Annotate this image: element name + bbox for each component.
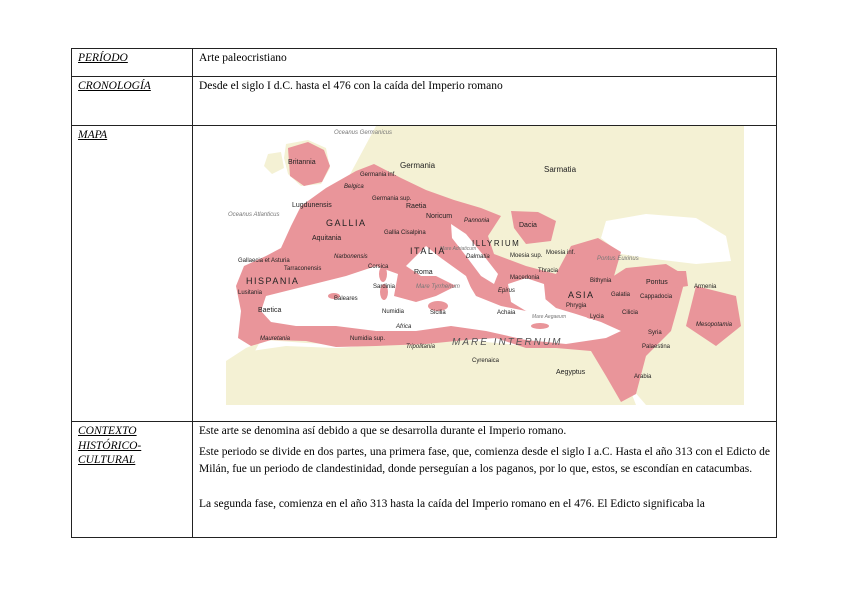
map-label: ASIA [568, 290, 595, 300]
map-label: ITALIA [410, 246, 446, 256]
map-label: Dacia [519, 222, 537, 229]
map-label: Epirus [498, 288, 516, 294]
value-cell [193, 49, 777, 77]
map-label: Syria [648, 330, 662, 336]
map-label: Achaia [497, 310, 516, 316]
map-label: Lusitania [238, 290, 263, 296]
map-label: Roma [414, 269, 433, 276]
row-value-cronologia: Desde el siglo I d.C. hasta el 476 con la caída del Imperio romano [199, 80, 503, 92]
map-label: Phrygia [566, 303, 587, 309]
paragraph: Este periodo se divide en dos partes, una primera fase, que, comienza desde el siglo I a.C. Hasta el año 313 con el Edicto de Milán, fue un periodo de clandestinidad, donde perseguían a los paganos, por lo que, estos, se escondían en catacumbas. [199, 446, 770, 475]
map-label: Aegyptus [556, 369, 586, 376]
map-label: HISPANIA [246, 276, 300, 286]
map-label: Sicilia [430, 310, 446, 316]
map-label: Baleares [334, 296, 358, 302]
table-row [72, 422, 777, 538]
row-label-contexto [72, 422, 192, 468]
table-row [72, 77, 777, 126]
map-label: Sardinia [373, 284, 396, 290]
map-label: GALLIA [326, 218, 367, 228]
map-label: Germania inf. [360, 172, 397, 178]
row-value-periodo: Arte paleocristiano [199, 52, 287, 64]
map-label: Africa [396, 324, 412, 330]
roman-empire-map [226, 126, 744, 405]
map-label: Lycia [590, 314, 604, 320]
label-cell [72, 77, 193, 126]
map-label: Pontus Euxinus [597, 256, 639, 262]
label-cell [72, 422, 193, 538]
map-label: Pontus [646, 279, 668, 286]
map-label: Galatia [611, 292, 631, 298]
info-table [71, 48, 777, 538]
label-line: CONTEXTO [78, 425, 137, 437]
map-label: Aquitania [312, 235, 342, 242]
row-label-mapa: MAPA [78, 129, 108, 141]
map-label: Germania sup. [372, 196, 412, 202]
map-label: Gallia Cisalpina [384, 230, 426, 236]
map-label: Numidia sup. [350, 336, 386, 342]
map-label: Belgica [344, 184, 364, 190]
map-label: Corsica [368, 264, 389, 270]
map-label: Raetia [406, 203, 427, 210]
map-label: Tarraconensis [284, 266, 322, 272]
map-label: Thracia [538, 268, 559, 274]
label-line: HISTÓRICO- [78, 439, 142, 452]
map-label: Lugdunensis [292, 202, 332, 209]
map-label: Noricum [426, 213, 453, 220]
map-label: Armenia [694, 284, 717, 290]
map-label: Mare Aegaeum [532, 314, 566, 320]
paragraph: Este arte se denomina así debido a que se desarrolla durante el Imperio romano. [199, 425, 567, 437]
map-label: Dalmatia [466, 254, 490, 260]
row-label-periodo: PERÍODO [78, 52, 128, 64]
label-cell [72, 49, 193, 77]
map-label: Britannia [288, 159, 316, 166]
map-label: Cilicia [622, 310, 639, 316]
map-label: Mauretania [260, 336, 291, 342]
label-cell [72, 126, 193, 422]
map-label: Moesia sup. [510, 253, 543, 259]
map-label: Baetica [258, 307, 282, 314]
map-label: Pannonia [464, 218, 490, 224]
value-cell [193, 422, 777, 538]
map-label: Numidia [382, 309, 405, 315]
map-label: Palaestina [642, 344, 671, 350]
map-label: Cyrenaica [472, 358, 500, 364]
map-label: Gallaecia et Asturia [238, 258, 290, 264]
map-label: Bithynia [590, 278, 612, 284]
row-label-cronologia: CRONOLOGÍA [78, 80, 151, 92]
map-label: Mare Adriaticum [440, 246, 477, 252]
map-label: Sarmatia [544, 165, 577, 174]
table-row [72, 126, 777, 422]
map-cell [193, 126, 777, 422]
map-label: ILLYRIUM [472, 239, 521, 248]
map-label: Germania [400, 161, 436, 170]
map-label: Arabia [634, 374, 652, 380]
map-label: Tripolitania [406, 344, 435, 350]
map-label: Oceanus Germanicus [334, 130, 393, 136]
map-label: Mesopotamia [696, 322, 733, 328]
value-cell [193, 77, 777, 126]
paragraph: La segunda fase, comienza en el año 313 hasta la caída del Imperio romano en el 476. El Edicto significaba la [199, 498, 705, 510]
map-label: Narbonensis [334, 254, 368, 260]
map-label: Moesia inf. [546, 250, 576, 256]
label-line: CULTURAL [78, 454, 136, 466]
map-label: MARE INTERNUM [452, 337, 563, 348]
map-label: Cappadocia [640, 294, 673, 300]
map-label: Macedonia [510, 275, 540, 281]
table-row [72, 49, 777, 77]
map-label: Oceanus Atlanticus [228, 212, 280, 218]
map-label: Mare Tyrrhenum [416, 284, 460, 290]
